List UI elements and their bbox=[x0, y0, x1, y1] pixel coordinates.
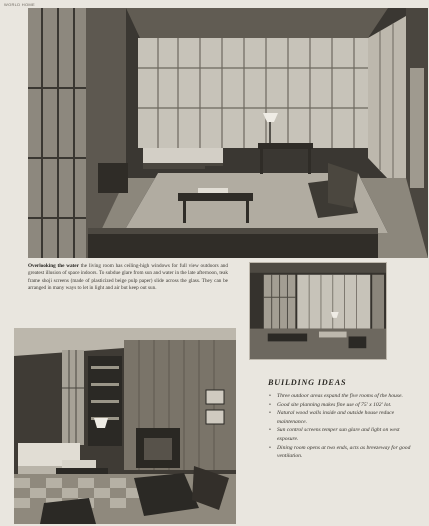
fireplace-room-photo bbox=[14, 328, 236, 524]
idea-text: Dining room opens at two ends, acts as breezeway for good ventilation. bbox=[277, 444, 411, 460]
caption-lead: Overlooking the water bbox=[28, 263, 79, 269]
bullet-icon: • bbox=[269, 393, 271, 399]
idea-text: Natural wood walls inside and outside house reduce maintenance. bbox=[277, 410, 395, 425]
bullet-icon: • bbox=[269, 401, 271, 408]
idea-text: Sun control screens temper sun glare and light on west exposure. bbox=[277, 427, 400, 442]
building-ideas-list bbox=[268, 392, 418, 461]
photo-caption bbox=[28, 263, 228, 293]
idea-item bbox=[268, 444, 418, 461]
building-ideas-title: BUILDING IDEAS bbox=[268, 378, 347, 387]
idea-item bbox=[268, 426, 418, 443]
idea-text: Good site planning makes fine use of 75' x 102' lot. bbox=[277, 401, 392, 408]
idea-text: Three outdoor areas expand the five rooms of the house. bbox=[277, 393, 403, 399]
bullet-icon: • bbox=[269, 427, 271, 434]
bullet-icon: • bbox=[269, 444, 271, 451]
idea-item bbox=[268, 409, 418, 426]
bullet-icon: • bbox=[269, 410, 271, 417]
page-header: WORLD HOME bbox=[4, 2, 35, 7]
window-wall-image bbox=[250, 263, 386, 359]
building-ideas bbox=[268, 378, 418, 461]
living-room-image bbox=[28, 8, 428, 258]
caption-body: the living room has ceiling-high windows for full view outdoors and greatest illusion of space indoors. To subdue glare from sun and water in the late afternoon, teak frame shoji screens (made of plasticized beige pulp paper) slide across the glass. They can be arranged in many ways to let in light and air but keep out sun. bbox=[28, 263, 228, 292]
idea-item bbox=[268, 392, 418, 401]
living-room-photo bbox=[28, 8, 428, 258]
idea-item bbox=[268, 401, 418, 410]
fireplace-room-image bbox=[14, 328, 236, 524]
window-wall-photo bbox=[249, 262, 387, 360]
